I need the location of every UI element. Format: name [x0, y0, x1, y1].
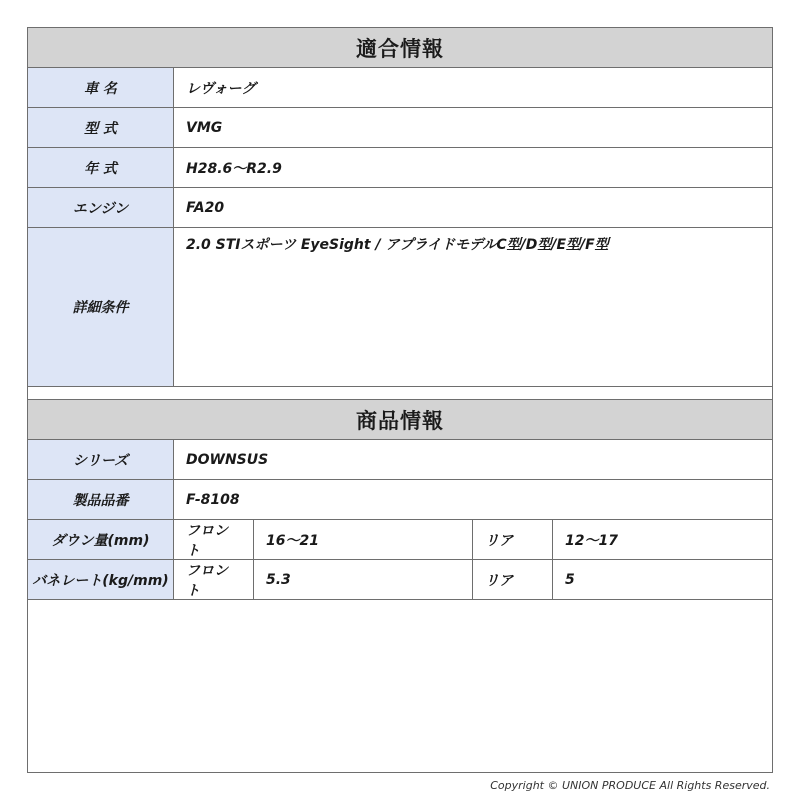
down-rear-value: 12～17 [565, 532, 618, 549]
spec-sheet [27, 27, 773, 773]
series-value: DOWNSUS [186, 451, 269, 468]
fitment-row-model-code [28, 108, 772, 148]
fitment-row-car-name [28, 68, 772, 108]
fitment-row-details [28, 228, 772, 387]
down-rear-label: リア [473, 520, 553, 559]
down-front-label: フロント [174, 520, 254, 559]
down-amount-label: ダウン量(mm) [28, 520, 174, 559]
engine-value: FA20 [186, 199, 225, 216]
part-number-value: F-8108 [186, 491, 240, 508]
fitment-row-year [28, 148, 772, 188]
details-label: 詳細条件 [28, 228, 174, 386]
year-label: 年 式 [28, 148, 174, 187]
car-name-label: 車 名 [28, 68, 174, 107]
spring-front-value: 5.3 [254, 560, 473, 599]
spring-rear-value: 5 [565, 571, 575, 588]
product-section-title: 商品情報 [28, 400, 772, 440]
details-value: 2.0 STIスポーツ EyeSight / アプライドモデルC型/D型/E型/F型 [186, 237, 609, 253]
spring-rear-label: リア [473, 560, 553, 599]
copyright-notice: Copyright © UNION PRODUCE All Rights Reserved. [490, 779, 770, 792]
spring-rate-label: バネレート(kg/mm) [28, 560, 174, 599]
car-name-value: レヴォーグ [186, 80, 256, 97]
engine-label: エンジン [28, 188, 174, 227]
series-label: シリーズ [28, 440, 174, 479]
product-row-part-number [28, 480, 772, 520]
year-value: H28.6～R2.9 [186, 160, 282, 177]
down-front-value: 16～21 [254, 520, 473, 559]
part-number-label: 製品品番 [28, 480, 174, 519]
product-row-series [28, 440, 772, 480]
fitment-row-engine [28, 188, 772, 228]
spring-front-label: フロント [174, 560, 254, 599]
section-divider [28, 387, 772, 400]
product-row-down-amount [28, 520, 772, 560]
model-code-label: 型 式 [28, 108, 174, 147]
model-code-value: VMG [186, 119, 223, 136]
product-row-spring-rate [28, 560, 772, 600]
fitment-section-title: 適合情報 [28, 28, 772, 68]
